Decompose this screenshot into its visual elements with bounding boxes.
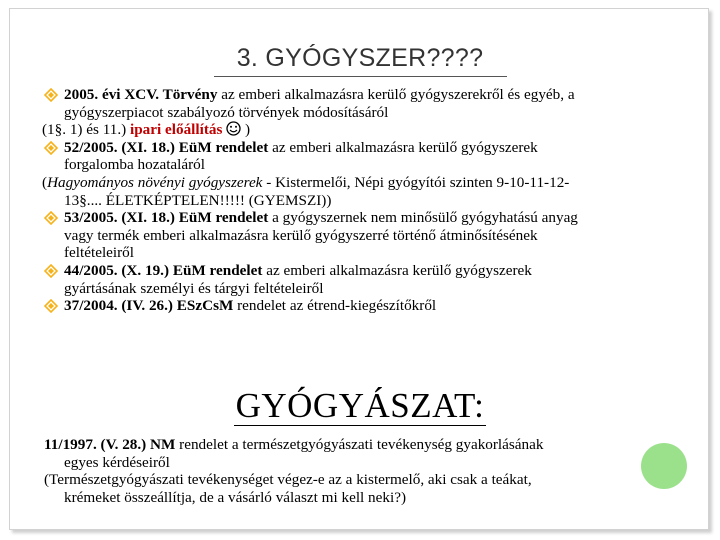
list-item bbox=[44, 139, 712, 157]
law-title: 44/2005. (X. 19.) EüM rendelet bbox=[64, 261, 263, 279]
paren-text: ( bbox=[42, 173, 48, 191]
item-text: az emberi alkalmazásra kerülő gyógyszerek bbox=[262, 261, 532, 279]
item-text: az emberi alkalmazásra kerülő gyógyszerekről és egyéb, a bbox=[217, 86, 575, 103]
paren-text: - Kistermelői, Népi gyógyítói szinten 9-10-11-12- bbox=[262, 173, 570, 191]
diamond-bullet-icon bbox=[44, 299, 58, 313]
paren-note bbox=[42, 174, 712, 192]
italic-text: Hagyományos növényi gyógyszerek bbox=[47, 173, 263, 191]
diamond-bullet-icon bbox=[44, 264, 58, 278]
list-item bbox=[44, 86, 712, 104]
diamond-bullet-icon bbox=[44, 141, 58, 155]
item-text-cont: vagy termék emberi alkalmazásra kerülő gyógyszerré történő átminősítésének bbox=[64, 226, 538, 244]
slide-title: 3. GYÓGYSZER???? bbox=[236, 44, 484, 72]
list-item bbox=[44, 209, 712, 227]
item-text-cont: gyógyszerpiacot szabályozó törvények módosításáról bbox=[64, 103, 389, 121]
law-title: 37/2004. (IV. 26.) ESzCsM bbox=[64, 297, 234, 315]
smiley-icon bbox=[226, 121, 241, 136]
section-header bbox=[0, 386, 720, 426]
law-title: 53/2005. (XI. 18.) EüM rendelet bbox=[64, 209, 269, 227]
list-item bbox=[44, 262, 712, 280]
slide-content bbox=[44, 86, 712, 315]
item-text-cont: forgalomba hozataláról bbox=[64, 156, 205, 174]
law-title: 11/1997. (V. 28.) NM bbox=[44, 436, 176, 453]
paren-note: (Természetgyógyászati tevékenységet végez-e az a kistermelő, aki csak a teákat, bbox=[44, 471, 532, 489]
paren-text: ) bbox=[241, 121, 251, 139]
section-header-text: GYÓGYÁSZAT: bbox=[235, 386, 485, 425]
item-text: rendelet az étrend-kiegészítőkről bbox=[233, 297, 437, 315]
paren-note-cont: 13§.... ÉLETKÉPTELEN!!!!! (GYEMSZI)) bbox=[64, 191, 332, 209]
item-text-cont: egyes kérdéseiről bbox=[64, 453, 170, 471]
item-text-cont: feltételeiről bbox=[64, 244, 134, 262]
list-item bbox=[44, 297, 712, 315]
item-text-cont: gyártásának személyi és tárgyi feltételeiről bbox=[64, 279, 324, 297]
title-underline bbox=[214, 76, 507, 77]
item-text: a gyógyszernek nem minősülő gyógyhatású anyag bbox=[268, 209, 578, 227]
item-text: rendelet a természetgyógyászati tevékenység gyakorlásának bbox=[175, 436, 544, 453]
law-title: 52/2005. (XI. 18.) EüM rendelet bbox=[64, 138, 269, 156]
paren-note bbox=[42, 121, 712, 139]
diamond-bullet-icon bbox=[44, 88, 58, 102]
regulation-line bbox=[44, 436, 712, 454]
law-title: 2005. évi XCV. Törvény bbox=[64, 86, 218, 103]
highlight-text: ipari előállítás bbox=[130, 121, 223, 139]
diamond-bullet-icon bbox=[44, 211, 58, 225]
item-text: az emberi alkalmazásra kerülő gyógyszerek bbox=[268, 138, 538, 156]
bottom-content bbox=[44, 436, 712, 506]
paren-text: (1§. 1) és 11.) bbox=[42, 121, 131, 139]
paren-note-cont: krémeket összeállítja, de a vásárló választ mi kell neki?) bbox=[64, 488, 407, 506]
